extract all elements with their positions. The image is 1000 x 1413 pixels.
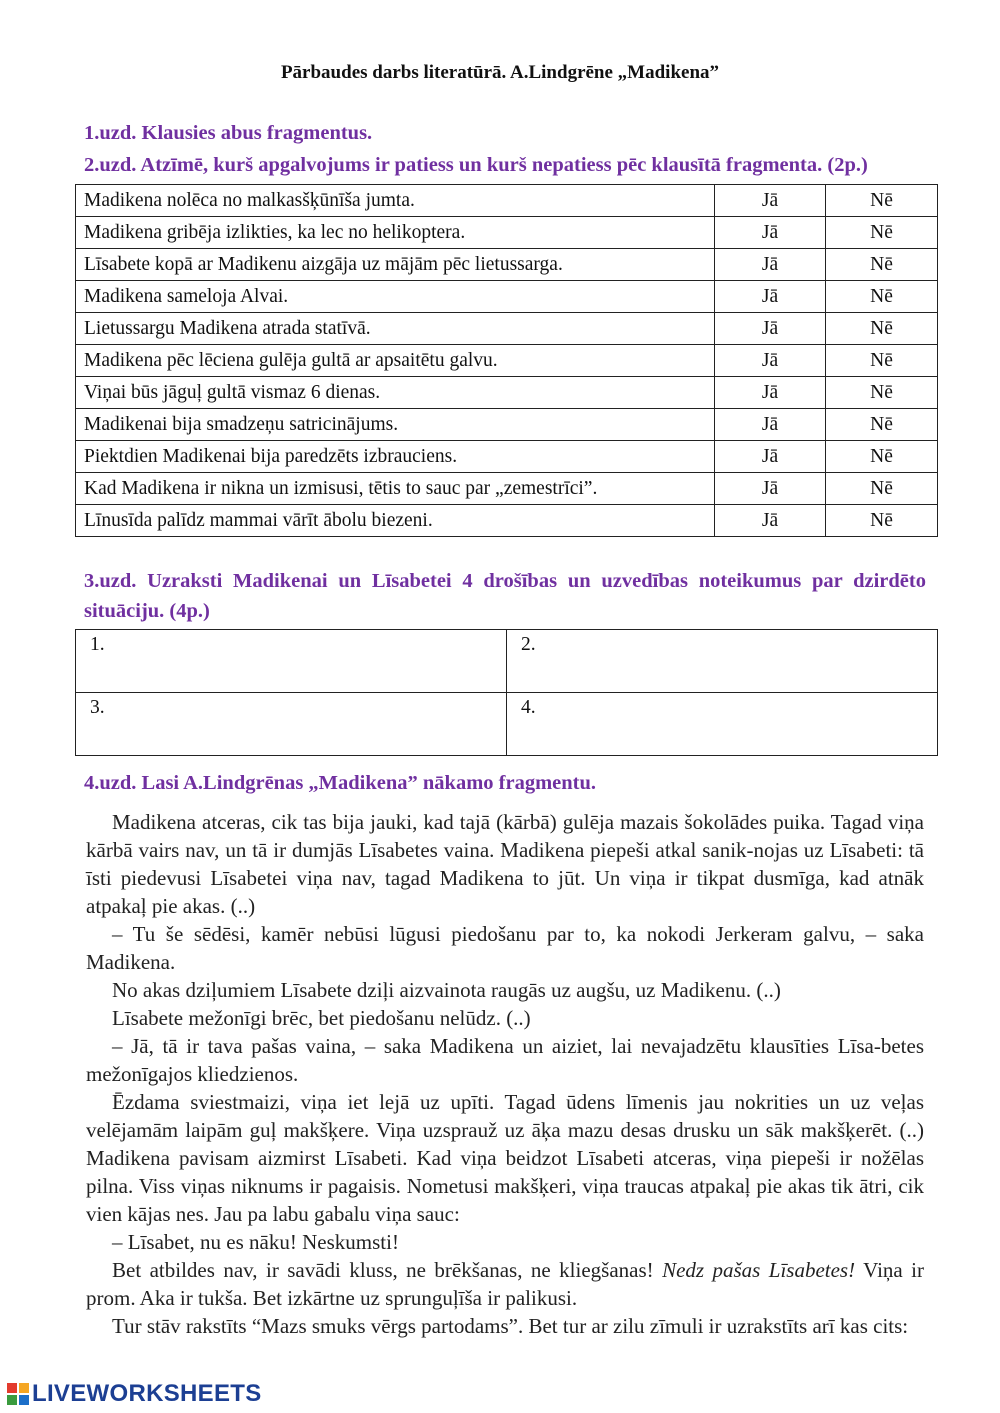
answer-yes-option[interactable]: Jā <box>715 281 826 313</box>
statement-text: Madikena pēc lēciena gulēja gultā ar apsaitētu galvu. <box>76 345 715 377</box>
liveworksheets-logo <box>6 1380 262 1408</box>
task-3-heading: 3.uzd. Uzraksti Madikenai un Līsabetei 4 drošības un uzvedības noteikumus par dzirdēto situāciju. (4p.) <box>84 570 926 622</box>
brand-name: LIVEWORKSHEETS <box>32 1380 262 1407</box>
statement-text: Kad Madikena ir nikna un izmisusi, tētis to sauc par „zemestrīci”. <box>76 473 715 505</box>
statement-row <box>76 249 938 281</box>
answer-no-option[interactable]: Nē <box>826 505 938 537</box>
rule-cell-3[interactable]: 3. <box>76 693 507 756</box>
answer-no-option[interactable]: Nē <box>826 377 938 409</box>
fragment-paragraph: – Tu še sēdēsi, kamēr nebūsi lūgusi piedošanu par to, ka nokodi Jerkeram galvu, – saka Madikena. <box>86 922 924 974</box>
answer-yes-option[interactable]: Jā <box>715 185 826 217</box>
answer-yes-option[interactable]: Jā <box>715 249 826 281</box>
statement-row <box>76 409 938 441</box>
answer-yes-option[interactable]: Jā <box>715 313 826 345</box>
fragment-paragraph: No akas dziļumiem Līsabete dziļi aizvainota raugās uz augšu, uz Madikenu. (..) <box>112 978 781 1002</box>
rule-cell-1[interactable]: 1. <box>76 630 507 693</box>
statement-row <box>76 185 938 217</box>
statement-text: Madikena gribēja izlikties, ka lec no helikoptera. <box>76 217 715 249</box>
answer-no-option[interactable]: Nē <box>826 473 938 505</box>
statement-text: Piektdien Madikenai bija paredzēts izbrauciens. <box>76 441 715 473</box>
statement-row <box>76 441 938 473</box>
fragment-paragraph: Madikena atceras, cik tas bija jauki, kad tajā (kārbā) gulēja mazais šokolādes puika. Tagad viņa kārbā vairs nav, un tā ir dumjās Līsabetes vaina. Madikena piepeši atkal sanik-nojas uz Līsabeti: tā īsti piedevusi Līsabetei viņa nav, tagad Madikena to jūt. Un viņa ir tikpat dusmīga, kad atnāk atpakaļ pie akas. (..) <box>86 810 924 918</box>
statement-text: Madikena nolēca no malkasšķūnīša jumta. <box>76 185 715 217</box>
answer-no-option[interactable]: Nē <box>826 441 938 473</box>
task-2-heading: 2.uzd. Atzīmē, kurš apgalvojums ir patiess un kurš nepatiess pēc klausītā fragmenta. (2p.) <box>84 154 868 176</box>
fragment-paragraph: – Jā, tā ir tava pašas vaina, – saka Madikena un aiziet, lai nevajadzētu klausīties Līsa-betes mežonīgajos kliedzienos. <box>86 1034 924 1086</box>
answer-yes-option[interactable]: Jā <box>715 409 826 441</box>
fragment-text: Bet atbildes nav, ir savādi kluss, ne brēkšanas, ne kliegšanas! <box>112 1258 663 1282</box>
task-4-heading: 4.uzd. Lasi A.Lindgrēnas „Madikena” nākamo fragmentu. <box>84 772 596 794</box>
answer-no-option[interactable]: Nē <box>826 249 938 281</box>
reading-fragment <box>86 808 924 1340</box>
liveworksheets-logo-icon <box>6 1382 30 1406</box>
answer-yes-option[interactable]: Jā <box>715 217 826 249</box>
statement-text: Viņai būs jāguļ gultā vismaz 6 dienas. <box>76 377 715 409</box>
answer-no-option[interactable]: Nē <box>826 281 938 313</box>
answer-yes-option[interactable]: Jā <box>715 473 826 505</box>
statement-text: Līsabete kopā ar Madikenu aizgāja uz mājām pēc lietussarga. <box>76 249 715 281</box>
true-false-table <box>75 184 938 537</box>
answer-no-option[interactable]: Nē <box>826 345 938 377</box>
answer-yes-option[interactable]: Jā <box>715 345 826 377</box>
statement-row <box>76 313 938 345</box>
task-1-heading: 1.uzd. Klausies abus fragmentus. <box>84 122 373 144</box>
fragment-paragraph: – Līsabet, nu es nāku! Neskumsti! <box>112 1230 399 1254</box>
fragment-paragraph <box>86 1256 924 1312</box>
rule-cell-4[interactable]: 4. <box>507 693 938 756</box>
rules-answer-table <box>75 629 938 756</box>
answer-yes-option[interactable]: Jā <box>715 505 826 537</box>
fragment-paragraph: Līsabete mežonīgi brēc, bet piedošanu nelūdz. (..) <box>112 1006 531 1030</box>
statement-text: Lietussargu Madikena atrada statīvā. <box>76 313 715 345</box>
statement-row <box>76 377 938 409</box>
page-title: Pārbaudes darbs literatūrā. A.Lindgrēne „Madikena” <box>280 62 720 83</box>
fragment-paragraph: Ēzdama sviestmaizi, viņa iet lejā uz upīti. Tagad ūdens līmenis jau nokrities un uz veļas velējamām laipām guļ makšķere. Viņa uzsprauž uz āķa mazu desas drusku un sāk makšķerēt. (..) Madikena pavisam aizmirst Līsabeti. Kad viņa beidzot Līsabeti atceras, viņa piepeši ir nožēlas pilna. Viss viņas niknums ir pagaisis. Nometusi makšķeri, viņa traucas atpakaļ pie akas tik ātri, cik vien kājas nes. Jau pa labu gabalu viņa sauc: <box>86 1090 924 1226</box>
fragment-text: Viņa ir prom. Aka ir tukša. Bet izkārtne uz sprunguļīša ir palikusi. <box>86 1258 924 1310</box>
statement-row <box>76 345 938 377</box>
answer-no-option[interactable]: Nē <box>826 313 938 345</box>
fragment-paragraph: Tur stāv rakstīts “Mazs smuks vērgs partodams”. Bet tur ar zilu zīmuli ir uzrakstīts arī kas cits: <box>112 1314 909 1338</box>
statement-row <box>76 281 938 313</box>
answer-yes-option[interactable]: Jā <box>715 441 826 473</box>
rule-cell-2[interactable]: 2. <box>507 630 938 693</box>
answer-no-option[interactable]: Nē <box>826 409 938 441</box>
answer-yes-option[interactable]: Jā <box>715 377 826 409</box>
answer-no-option[interactable]: Nē <box>826 185 938 217</box>
answer-no-option[interactable]: Nē <box>826 217 938 249</box>
statement-row <box>76 217 938 249</box>
fragment-italic-text: Nedz pašas Līsabetes! <box>662 1258 856 1282</box>
statement-row <box>76 473 938 505</box>
statement-row <box>76 505 938 537</box>
statement-text: Madikena sameloja Alvai. <box>76 281 715 313</box>
statement-text: Madikenai bija smadzeņu satricinājums. <box>76 409 715 441</box>
statement-text: Līnusīda palīdz mammai vārīt ābolu biezeni. <box>76 505 715 537</box>
